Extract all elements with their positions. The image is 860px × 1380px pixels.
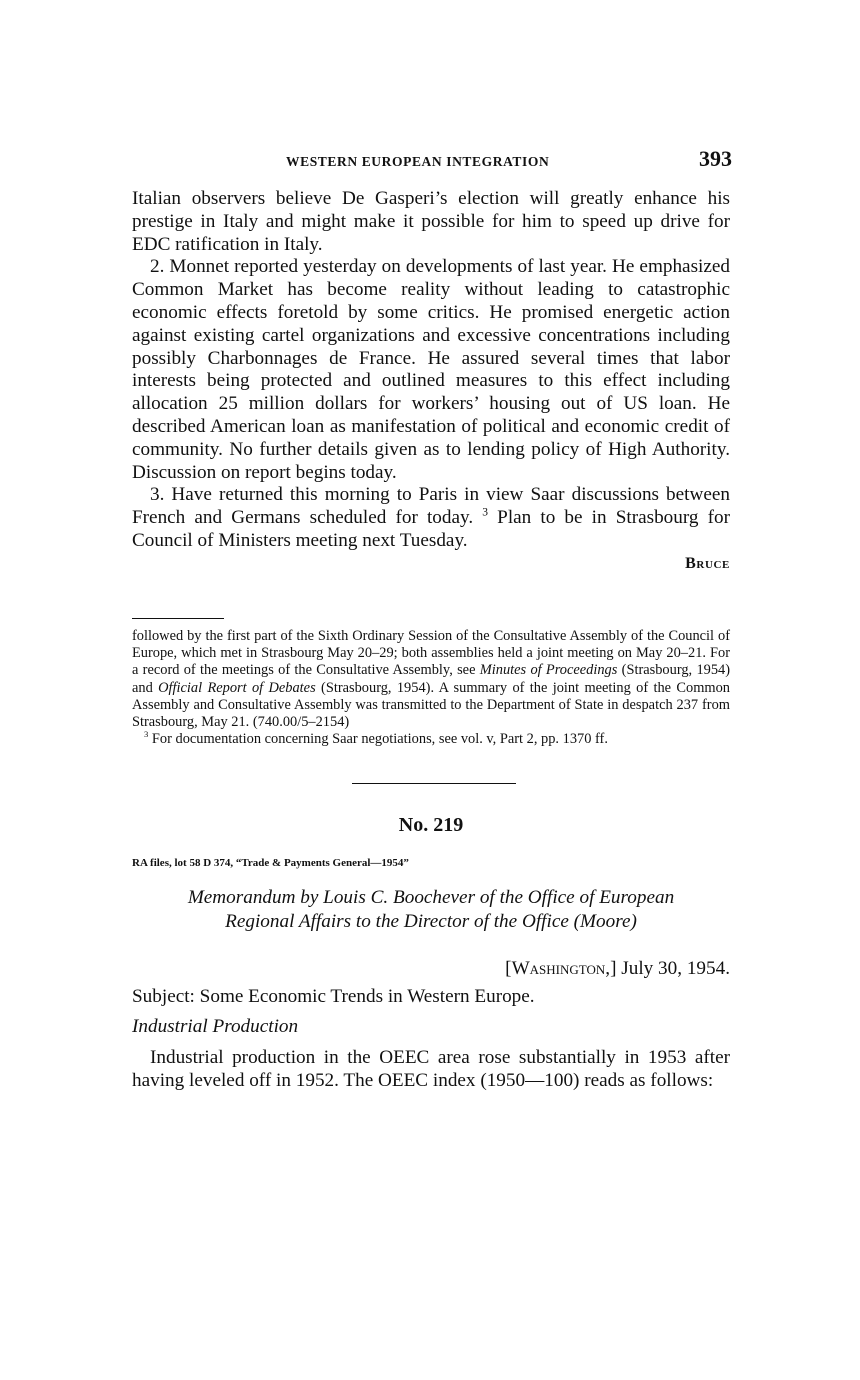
memo-paragraph-1: Industrial production in the OEEC area rose substantially in 1953 after having leveled off in 1952. The OEEC index (1950—100) reads as follows:	[132, 1047, 730, 1091]
footnote-2-text-c: (Strasbourg, 1954). A summary of the joint meeting of the Common Assembly and Consultative Assembly was transmitted to the Department of State in despatch 237 from Strasbourg, May 21. (740.00/5–2154)	[132, 679, 730, 731]
footnote-2-continued	[132, 628, 730, 731]
footnote-3	[132, 731, 730, 748]
footnotes	[132, 628, 730, 748]
document-title-line-2: Regional Affairs to the Director of the Office (Moore)	[225, 910, 637, 932]
section-subheading: Industrial Production	[132, 1016, 299, 1037]
footnote-2-title-2: Official Report of Debates	[158, 679, 316, 696]
section-divider	[352, 783, 516, 784]
body-paragraph-3-text: 3. Have returned this morning to Paris in view Saar discussions between French and Germans scheduled for today.	[132, 484, 730, 529]
body-paragraph-3	[132, 484, 730, 552]
signature: Bruce	[685, 554, 730, 572]
page-header	[132, 146, 732, 176]
source-note: RA files, lot 58 D 374, “Trade & Payments General—1954”	[132, 857, 409, 869]
subject-line: Subject: Some Economic Trends in Western Europe.	[132, 986, 535, 1007]
footnote-2-text-b: (Strasbourg, 1954) and	[132, 662, 731, 696]
dateline-place: Washington	[511, 958, 606, 979]
footnote-2-title-1: Minutes of Proceedings	[479, 662, 618, 679]
dateline-date: ,] July 30, 1954.	[605, 958, 730, 979]
running-head: WESTERN EUROPEAN INTEGRATION	[286, 154, 550, 169]
dateline-open: [	[505, 958, 512, 979]
footnote-2-text-a: followed by the first part of the Sixth Ordinary Session of the Consultative Assembly of the Council of Europe, which met in Strasbourg May 20–29; both assemblies held a joint meeting on May 20–21. For a record of the meetings of the Consultative Assembly, see	[132, 628, 730, 679]
footnote-3-text: For documentation concerning Saar negotiations, see vol. v, Part 2, pp. 1370 ff.	[151, 731, 608, 748]
page-number: 393	[699, 146, 732, 171]
body-paragraph-1: Italian observers believe De Gasperi’s election will greatly enhance his prestige in Italy and might make it possible for him to speed up drive for EDC ratification in Italy.	[132, 188, 730, 255]
dateline	[132, 958, 730, 980]
document-title	[132, 886, 730, 933]
footnote-ref-3[interactable]: 3	[482, 506, 489, 519]
body-paragraph-2: 2. Monnet reported yesterday on developments of last year. He emphasized Common Market has become reality without leading to catastrophic economic effects foretold by some critics. He promised energetic action against existing cartel organizations and excessive concentrations including possibly Charbonnages de France. He assured several times that labor interests being protected and outlined measures to this effect including allocation 25 million dollars for workers’ housing out of US loan. He described American loan as manifestation of political and economic credit of community. No further details given as to lending policy of High Authority. Discussion on report begins today.	[132, 256, 730, 483]
footnote-3-mark: 3	[144, 729, 149, 740]
footnote-divider	[132, 618, 224, 619]
body-paragraph-3-text-cont: Plan to be in Strasbourg for Council of Ministers meeting next Tuesday.	[132, 507, 730, 551]
telegram-body	[132, 188, 730, 576]
document-number: No. 219	[398, 814, 464, 836]
document-title-line-1: Memorandum by Louis C. Boochever of the Office of European	[187, 887, 675, 908]
